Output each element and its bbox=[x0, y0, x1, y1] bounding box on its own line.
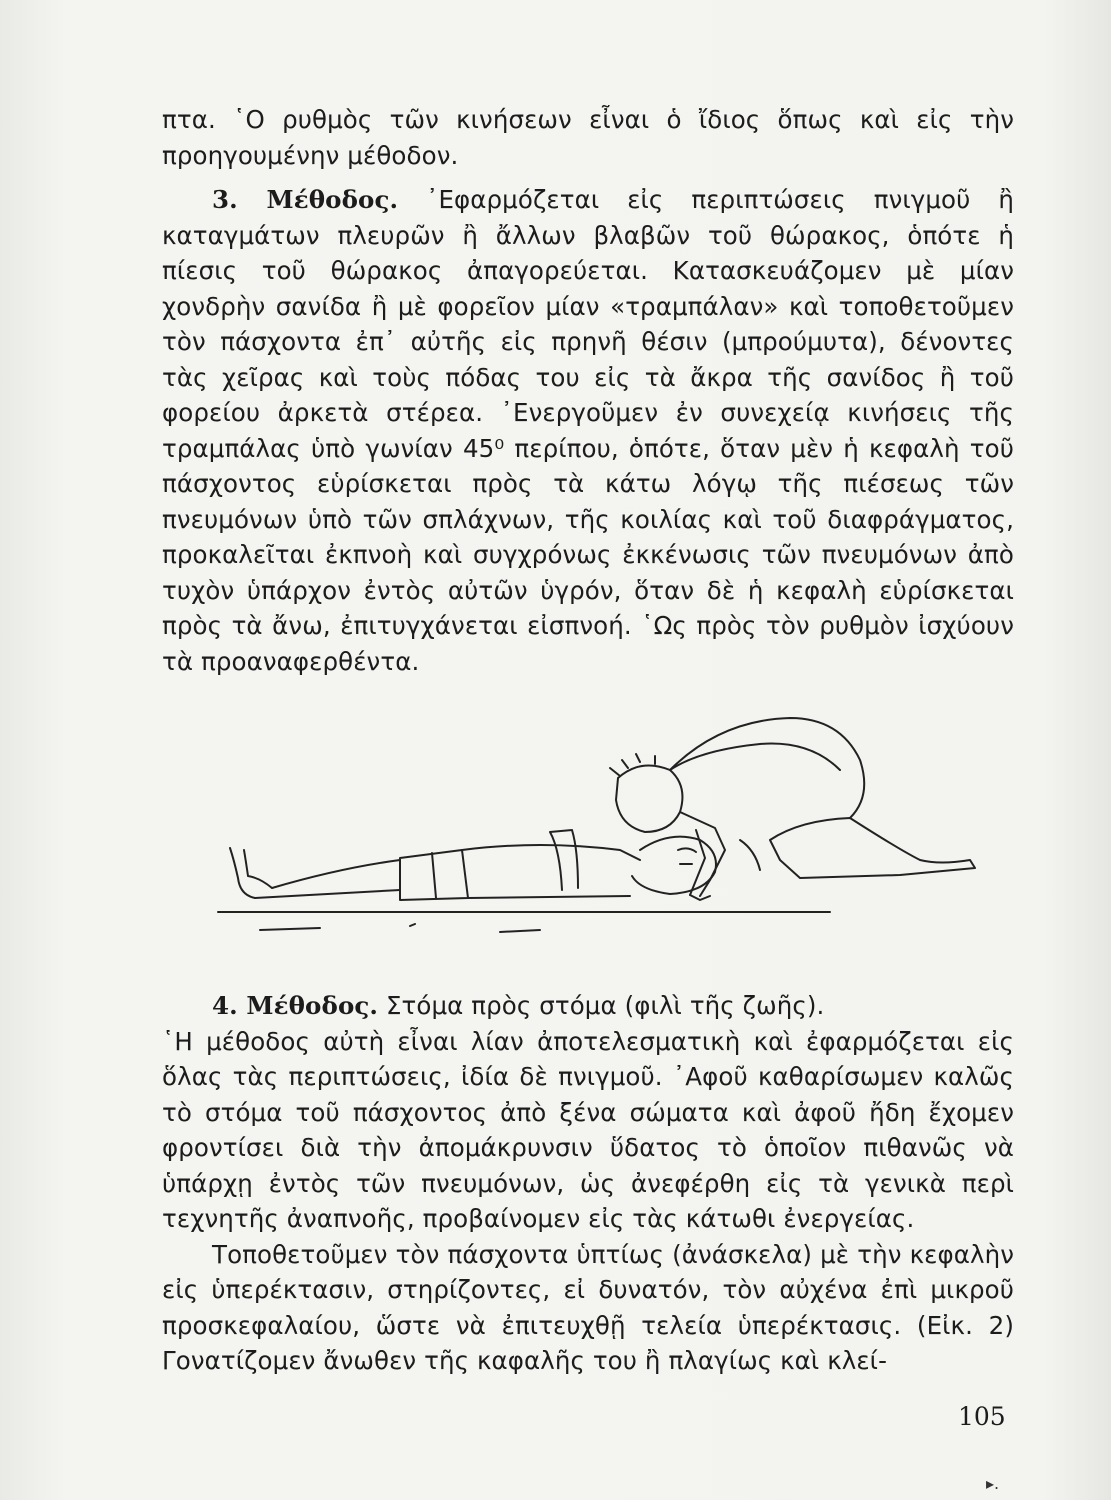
victim-head bbox=[632, 837, 716, 894]
method-4-section bbox=[162, 988, 1014, 1379]
victim-legs bbox=[255, 860, 400, 898]
method-3-heading: 3. Μέθοδος. bbox=[212, 185, 399, 214]
method-4-paragraph-1: ῾Η μέθοδος αὐτὴ εἶναι λίαν ἀποτελεσματικὴ καὶ ἐφαρμόζεται εἰς ὅλας τὰς περιπτώσεις, ἰδία δὲ πνιγμοῦ. ᾿Αφοῦ καθαρίσωμεν καλῶς τὸ στόμα τοῦ πάσχοντος ἀπὸ ξένα σώματα καὶ ἀφοῦ ἤδη ἔχομεν φροντίσει διὰ τὴν ἀπομάκρυνσιν ὕδατος τὸ ὁποῖον πιθανῶς νὰ ὑπάρχῃ ἐντὸς τῶν πνευμόνων, ὡς ἀνεφέρθη εἰς τὰ γενικὰ περὶ τεχνητῆς ἀναπνοῆς, προβαίνομεν εἰς τὰς κάτωθι ἐνεργείας. bbox=[162, 1026, 1014, 1233]
victim-arm bbox=[550, 830, 578, 890]
method-4-title bbox=[162, 988, 1014, 1024]
page-number: 105 bbox=[958, 1402, 1006, 1431]
rescuer-head bbox=[616, 766, 682, 833]
rescuer-arm bbox=[680, 812, 725, 896]
method-4-subtitle: Στόμα πρὸς στόμα (φιλὶ τῆς ζωῆς). bbox=[385, 991, 825, 1020]
intro-paragraph-block bbox=[162, 102, 1014, 173]
victim-feet bbox=[230, 848, 272, 898]
method-3-section bbox=[162, 182, 1014, 679]
victim-face bbox=[678, 848, 696, 864]
method-4-paragraph-2: Τοποθετοῦμεν τὸν πάσχοντα ὑπτίως (ἀνάσκελα) μὲ τὴν κεφαλὴν εἰς ὑπερέκτασιν, στηρίζοντες, εἰ δυνατόν, τὸν αὐχένα ἐπὶ μικροῦ προσκεφαλαίου, ὥστε νὰ ἐπιτευχθῇ τελεία ὑπερέκτασις. (Εἰκ. 2) Γονατίζομεν ἄνωθεν τῆς καφαλῆς του ἢ πλαγίως καὶ κλεί- bbox=[162, 1239, 1014, 1375]
printer-mark: ▸. bbox=[986, 1474, 1000, 1493]
rescuer-legs bbox=[770, 818, 975, 878]
rescuer-knee bbox=[740, 840, 760, 870]
method-3-text: ᾿Εφαρμόζεται εἰς περιπτώσεις πνιγμοῦ ἢ καταγμάτων πλευρῶν ἢ ἄλλων βλαβῶν τοῦ θώρακος, ὁπότε ἡ πίεσις τοῦ θώρακος ἀπαγορεύεται. Κατασκευάζομεν μὲ μίαν χονδρὴν σανίδα ἢ μὲ φορεῖον μίαν «τραμπάλαν» καὶ τοποθετοῦμεν τὸν πάσχοντα ἐπ᾿ αὐτῆς εἰς πρηνῆ θέσιν (μπρούμυτα), δένοντες τὰς χεῖρας καὶ τοὺς πόδας του εἰς τὰ ἄκρα τῆς σανίδος ἢ τοῦ φορείου ἀρκετὰ στέρεα. ᾿Ενεργοῦμεν ἐν συνεχείᾳ κινήσεις τῆς τραμπάλας ὑπὸ γωνίαν 45⁰ περίπου, ὁπότε, ὅταν μὲν ἡ κεφαλὴ τοῦ πάσχοντος εὑρίσκεται πρὸς τὰ κάτω λόγῳ τῆς πιέσεως τῶν πνευμόνων ὑπὸ τῶν σπλάχνων, τῆς κοιλίας καὶ τοῦ διαφράγματος, προκαλεῖται ἐκπνοὴ καὶ συγχρόνως ἐκκένωσις τῶν πνευμόνων ἀπὸ τυχὸν ὑπάρχον ἐντὸς αὐτῶν ὑγρόν, ὅταν δὲ ἡ κεφαλὴ εὑρίσκεται πρὸς τὰ ἄνω, ἐπιτυγχάνεται εἰσπνοή. ῾Ως πρὸς τὸν ρυθμὸν ἰσχύουν τὰ προαναφερθέντα. bbox=[162, 185, 1014, 676]
mouth-to-mouth-illustration bbox=[200, 700, 990, 950]
victim-torso bbox=[462, 845, 640, 898]
method-3-paragraph bbox=[162, 182, 1014, 679]
intro-paragraph: πτα. ῾Ο ρυθμὸς τῶν κινήσεων εἶναι ὁ ἴδιος ὅπως καὶ εἰς τὴν προηγουμένην μέθοδον. bbox=[162, 105, 1014, 170]
victim-shorts bbox=[400, 850, 468, 900]
ground-line-short bbox=[260, 924, 540, 932]
rescuer-back bbox=[670, 718, 864, 818]
method-4-heading: 4. Μέθοδος. bbox=[212, 991, 379, 1020]
